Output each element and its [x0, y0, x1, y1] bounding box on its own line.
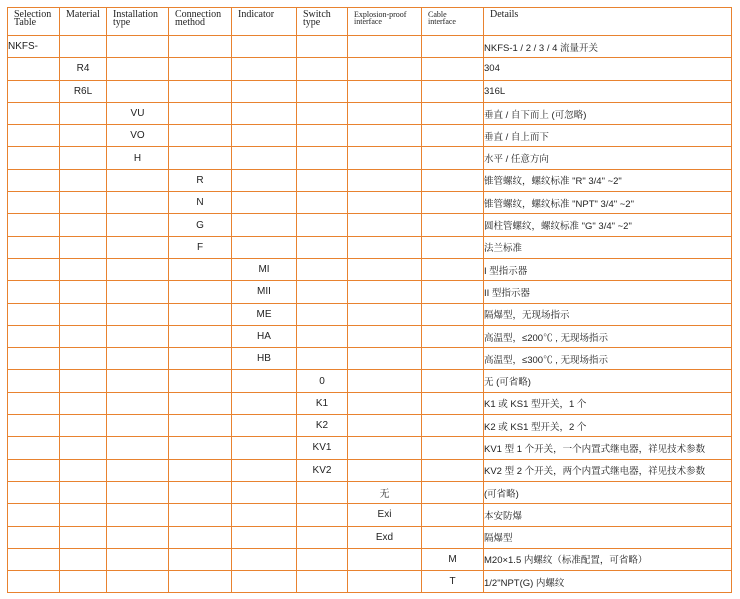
table-row [8, 370, 732, 392]
empty-cell [297, 58, 348, 80]
empty-cell [8, 80, 60, 102]
empty-cell [348, 303, 422, 325]
empty-cell [107, 437, 169, 459]
table-row [8, 504, 732, 526]
empty-cell [348, 370, 422, 392]
empty-cell [8, 58, 60, 80]
empty-cell [107, 325, 169, 347]
empty-cell [169, 571, 232, 593]
empty-cell [60, 281, 107, 303]
table-row [8, 325, 732, 347]
empty-cell [169, 325, 232, 347]
empty-cell [232, 415, 297, 437]
empty-cell [232, 80, 297, 102]
empty-cell [297, 102, 348, 124]
empty-cell [8, 526, 60, 548]
detail-cell: 锥管螺纹，螺纹标准 "NPT" 3/4" ~2" [484, 192, 732, 214]
empty-cell [8, 125, 60, 147]
empty-cell [8, 459, 60, 481]
table-row [8, 125, 732, 147]
empty-cell [60, 437, 107, 459]
detail-cell: K1 或 KS1 型开关，1 个 [484, 392, 732, 414]
detail-cell: 水平 / 任意方向 [484, 147, 732, 169]
detail-cell: 高温型，≤200℃ , 无现场指示 [484, 325, 732, 347]
header-selection-table [8, 8, 60, 36]
table-row [8, 348, 732, 370]
empty-cell [8, 370, 60, 392]
header-line: Details [490, 9, 519, 20]
empty-cell [107, 415, 169, 437]
code-cell: MI [232, 258, 297, 280]
empty-cell [297, 548, 348, 570]
detail-cell: 圆柱管螺纹，螺纹标准 "G" 3/4" ~2" [484, 214, 732, 236]
empty-cell [348, 125, 422, 147]
empty-cell [422, 236, 484, 258]
empty-cell [8, 214, 60, 236]
header-line: Selection [14, 9, 52, 20]
empty-cell [169, 102, 232, 124]
empty-cell [8, 147, 60, 169]
empty-cell [107, 348, 169, 370]
code-cell: HA [232, 325, 297, 347]
table-row [8, 481, 732, 503]
empty-cell [107, 370, 169, 392]
empty-cell [169, 437, 232, 459]
empty-cell [60, 370, 107, 392]
table-body [8, 36, 732, 593]
code-cell: K2 [297, 415, 348, 437]
empty-cell [107, 192, 169, 214]
empty-cell [422, 80, 484, 102]
code-cell: H [107, 147, 169, 169]
detail-cell: 隔爆型 [484, 526, 732, 548]
table-row [8, 415, 732, 437]
empty-cell [348, 348, 422, 370]
code-cell: 0 [297, 370, 348, 392]
empty-cell [422, 58, 484, 80]
detail-cell: 304 [484, 58, 732, 80]
detail-cell: II 型指示器 [484, 281, 732, 303]
empty-cell [107, 36, 169, 58]
empty-cell [169, 481, 232, 503]
table-row [8, 102, 732, 124]
empty-cell [60, 481, 107, 503]
detail-cell: 高温型，≤300℃ , 无现场指示 [484, 348, 732, 370]
empty-cell [232, 526, 297, 548]
code-cell: KV1 [297, 437, 348, 459]
code-cell: NKFS- [8, 36, 60, 58]
empty-cell [297, 125, 348, 147]
detail-cell: 垂直 / 自下而上 (可忽略) [484, 102, 732, 124]
code-cell: R6L [60, 80, 107, 102]
empty-cell [169, 80, 232, 102]
detail-cell: 垂直 / 自上而下 [484, 125, 732, 147]
empty-cell [107, 236, 169, 258]
detail-cell: 1/2"NPT(G) 内螺纹 [484, 571, 732, 593]
empty-cell [107, 459, 169, 481]
header-cable-interface [422, 8, 484, 36]
empty-cell [107, 303, 169, 325]
empty-cell [232, 236, 297, 258]
empty-cell [422, 370, 484, 392]
empty-cell [232, 36, 297, 58]
empty-cell [422, 147, 484, 169]
empty-cell [60, 169, 107, 191]
empty-cell [297, 348, 348, 370]
empty-cell [422, 325, 484, 347]
empty-cell [297, 214, 348, 236]
table-row [8, 258, 732, 280]
detail-cell: I 型指示器 [484, 258, 732, 280]
header-switch-type [297, 8, 348, 36]
code-cell: KV2 [297, 459, 348, 481]
empty-cell [422, 415, 484, 437]
header-details [484, 8, 732, 36]
header-line: Cable [428, 10, 447, 19]
empty-cell [60, 192, 107, 214]
empty-cell [107, 504, 169, 526]
detail-cell: NKFS-1 / 2 / 3 / 4 流量开关 [484, 36, 732, 58]
empty-cell [8, 192, 60, 214]
empty-cell [8, 571, 60, 593]
empty-cell [232, 102, 297, 124]
code-cell: R [169, 169, 232, 191]
empty-cell [60, 36, 107, 58]
header-row [8, 8, 732, 36]
table-row [8, 169, 732, 191]
table-row [8, 58, 732, 80]
empty-cell [8, 548, 60, 570]
detail-cell: 法兰标准 [484, 236, 732, 258]
table-row [8, 214, 732, 236]
table-row [8, 147, 732, 169]
table-row [8, 281, 732, 303]
code-cell: ME [232, 303, 297, 325]
empty-cell [348, 102, 422, 124]
empty-cell [169, 58, 232, 80]
empty-cell [297, 325, 348, 347]
empty-cell [169, 281, 232, 303]
empty-cell [422, 459, 484, 481]
detail-cell: K2 或 KS1 型开关，2 个 [484, 415, 732, 437]
empty-cell [232, 169, 297, 191]
empty-cell [169, 348, 232, 370]
selection-table [7, 7, 732, 593]
empty-cell [297, 504, 348, 526]
empty-cell [232, 125, 297, 147]
empty-cell [348, 192, 422, 214]
code-cell: T [422, 571, 484, 593]
empty-cell [232, 192, 297, 214]
empty-cell [169, 459, 232, 481]
empty-cell [232, 548, 297, 570]
empty-cell [422, 437, 484, 459]
table-row [8, 36, 732, 58]
header-line: Switch [303, 9, 331, 20]
table-row [8, 392, 732, 414]
empty-cell [232, 437, 297, 459]
code-cell: HB [232, 348, 297, 370]
empty-cell [348, 392, 422, 414]
empty-cell [107, 571, 169, 593]
empty-cell [8, 258, 60, 280]
empty-cell [169, 370, 232, 392]
empty-cell [8, 169, 60, 191]
table-row [8, 548, 732, 570]
empty-cell [60, 392, 107, 414]
header-material [60, 8, 107, 36]
empty-cell [60, 325, 107, 347]
detail-cell: 锥管螺纹，螺纹标准 "R" 3/4" ~2" [484, 169, 732, 191]
empty-cell [60, 125, 107, 147]
detail-cell: 无 (可省略) [484, 370, 732, 392]
table-row [8, 192, 732, 214]
empty-cell [422, 303, 484, 325]
empty-cell [107, 526, 169, 548]
empty-cell [169, 415, 232, 437]
header-line: type [303, 17, 321, 28]
empty-cell [8, 236, 60, 258]
empty-cell [422, 258, 484, 280]
empty-cell [297, 481, 348, 503]
empty-cell [60, 415, 107, 437]
empty-cell [107, 258, 169, 280]
empty-cell [232, 392, 297, 414]
empty-cell [232, 147, 297, 169]
detail-cell: 本安防爆 [484, 504, 732, 526]
header-connection-method [169, 8, 232, 36]
empty-cell [8, 303, 60, 325]
empty-cell [232, 214, 297, 236]
empty-cell [8, 392, 60, 414]
empty-cell [107, 481, 169, 503]
header-line: Material [66, 9, 100, 20]
table-row [8, 236, 732, 258]
code-cell: M [422, 548, 484, 570]
empty-cell [422, 281, 484, 303]
selection-table-container [7, 7, 732, 593]
empty-cell [60, 504, 107, 526]
code-cell: VU [107, 102, 169, 124]
empty-cell [169, 303, 232, 325]
table-row [8, 526, 732, 548]
code-cell: Exd [348, 526, 422, 548]
empty-cell [60, 459, 107, 481]
header-line: Explosion-proof [354, 10, 407, 19]
empty-cell [169, 548, 232, 570]
header-indicator [232, 8, 297, 36]
detail-cell: (可省略) [484, 481, 732, 503]
code-cell: R4 [60, 58, 107, 80]
empty-cell [169, 147, 232, 169]
code-cell: MII [232, 281, 297, 303]
empty-cell [348, 415, 422, 437]
empty-cell [169, 504, 232, 526]
table-row [8, 571, 732, 593]
empty-cell [60, 348, 107, 370]
empty-cell [348, 36, 422, 58]
code-cell: F [169, 236, 232, 258]
header-line: interface [428, 17, 456, 26]
empty-cell [232, 571, 297, 593]
code-cell: N [169, 192, 232, 214]
empty-cell [348, 169, 422, 191]
empty-cell [348, 236, 422, 258]
empty-cell [422, 392, 484, 414]
empty-cell [107, 214, 169, 236]
table-row [8, 303, 732, 325]
empty-cell [422, 348, 484, 370]
empty-cell [297, 303, 348, 325]
empty-cell [107, 392, 169, 414]
header-installation-type [107, 8, 169, 36]
empty-cell [348, 571, 422, 593]
empty-cell [169, 125, 232, 147]
empty-cell [60, 147, 107, 169]
empty-cell [297, 36, 348, 58]
table-row [8, 459, 732, 481]
empty-cell [8, 504, 60, 526]
empty-cell [348, 281, 422, 303]
empty-cell [348, 147, 422, 169]
empty-cell [422, 504, 484, 526]
detail-cell: 316L [484, 80, 732, 102]
empty-cell [348, 80, 422, 102]
empty-cell [60, 236, 107, 258]
empty-cell [348, 58, 422, 80]
header-line: method [175, 17, 205, 28]
empty-cell [348, 214, 422, 236]
empty-cell [422, 526, 484, 548]
header-line: type [113, 17, 131, 28]
empty-cell [232, 370, 297, 392]
empty-cell [169, 392, 232, 414]
empty-cell [60, 214, 107, 236]
empty-cell [422, 481, 484, 503]
empty-cell [297, 192, 348, 214]
empty-cell [8, 437, 60, 459]
detail-cell: 隔爆型，无现场指示 [484, 303, 732, 325]
empty-cell [8, 102, 60, 124]
empty-cell [297, 571, 348, 593]
empty-cell [348, 548, 422, 570]
empty-cell [60, 571, 107, 593]
empty-cell [422, 192, 484, 214]
empty-cell [169, 526, 232, 548]
empty-cell [232, 504, 297, 526]
empty-cell [348, 325, 422, 347]
detail-cell: M20×1.5 内螺纹（标准配置，可省略） [484, 548, 732, 570]
empty-cell [297, 281, 348, 303]
empty-cell [297, 526, 348, 548]
empty-cell [8, 325, 60, 347]
empty-cell [169, 258, 232, 280]
empty-cell [232, 481, 297, 503]
header-line: Connection [175, 9, 222, 20]
empty-cell [348, 437, 422, 459]
empty-cell [8, 415, 60, 437]
empty-cell [8, 481, 60, 503]
table-row [8, 437, 732, 459]
empty-cell [297, 258, 348, 280]
header-line: interface [354, 17, 382, 26]
empty-cell [422, 169, 484, 191]
code-cell: G [169, 214, 232, 236]
empty-cell [107, 58, 169, 80]
empty-cell [422, 36, 484, 58]
empty-cell [297, 169, 348, 191]
code-cell: 无 [348, 481, 422, 503]
empty-cell [60, 102, 107, 124]
detail-cell: KV2 型 2 个开关，两个内置式继电器，祥见技术参数 [484, 459, 732, 481]
empty-cell [8, 348, 60, 370]
empty-cell [348, 258, 422, 280]
empty-cell [60, 258, 107, 280]
code-cell: Exi [348, 504, 422, 526]
code-cell: K1 [297, 392, 348, 414]
header-line: Installation [113, 9, 158, 20]
empty-cell [107, 169, 169, 191]
code-cell: VO [107, 125, 169, 147]
header-line: Table [14, 17, 37, 28]
empty-cell [107, 548, 169, 570]
empty-cell [232, 459, 297, 481]
empty-cell [422, 214, 484, 236]
empty-cell [422, 102, 484, 124]
detail-cell: KV1 型 1 个开关，一个内置式继电器，祥见技术参数 [484, 437, 732, 459]
empty-cell [8, 281, 60, 303]
empty-cell [297, 147, 348, 169]
empty-cell [107, 281, 169, 303]
empty-cell [60, 526, 107, 548]
empty-cell [422, 125, 484, 147]
empty-cell [297, 80, 348, 102]
empty-cell [60, 303, 107, 325]
empty-cell [232, 58, 297, 80]
empty-cell [107, 80, 169, 102]
empty-cell [348, 459, 422, 481]
empty-cell [297, 236, 348, 258]
empty-cell [169, 36, 232, 58]
table-row [8, 80, 732, 102]
empty-cell [60, 548, 107, 570]
header-line: Indicator [238, 9, 275, 20]
header-explosion-proof-interface [348, 8, 422, 36]
